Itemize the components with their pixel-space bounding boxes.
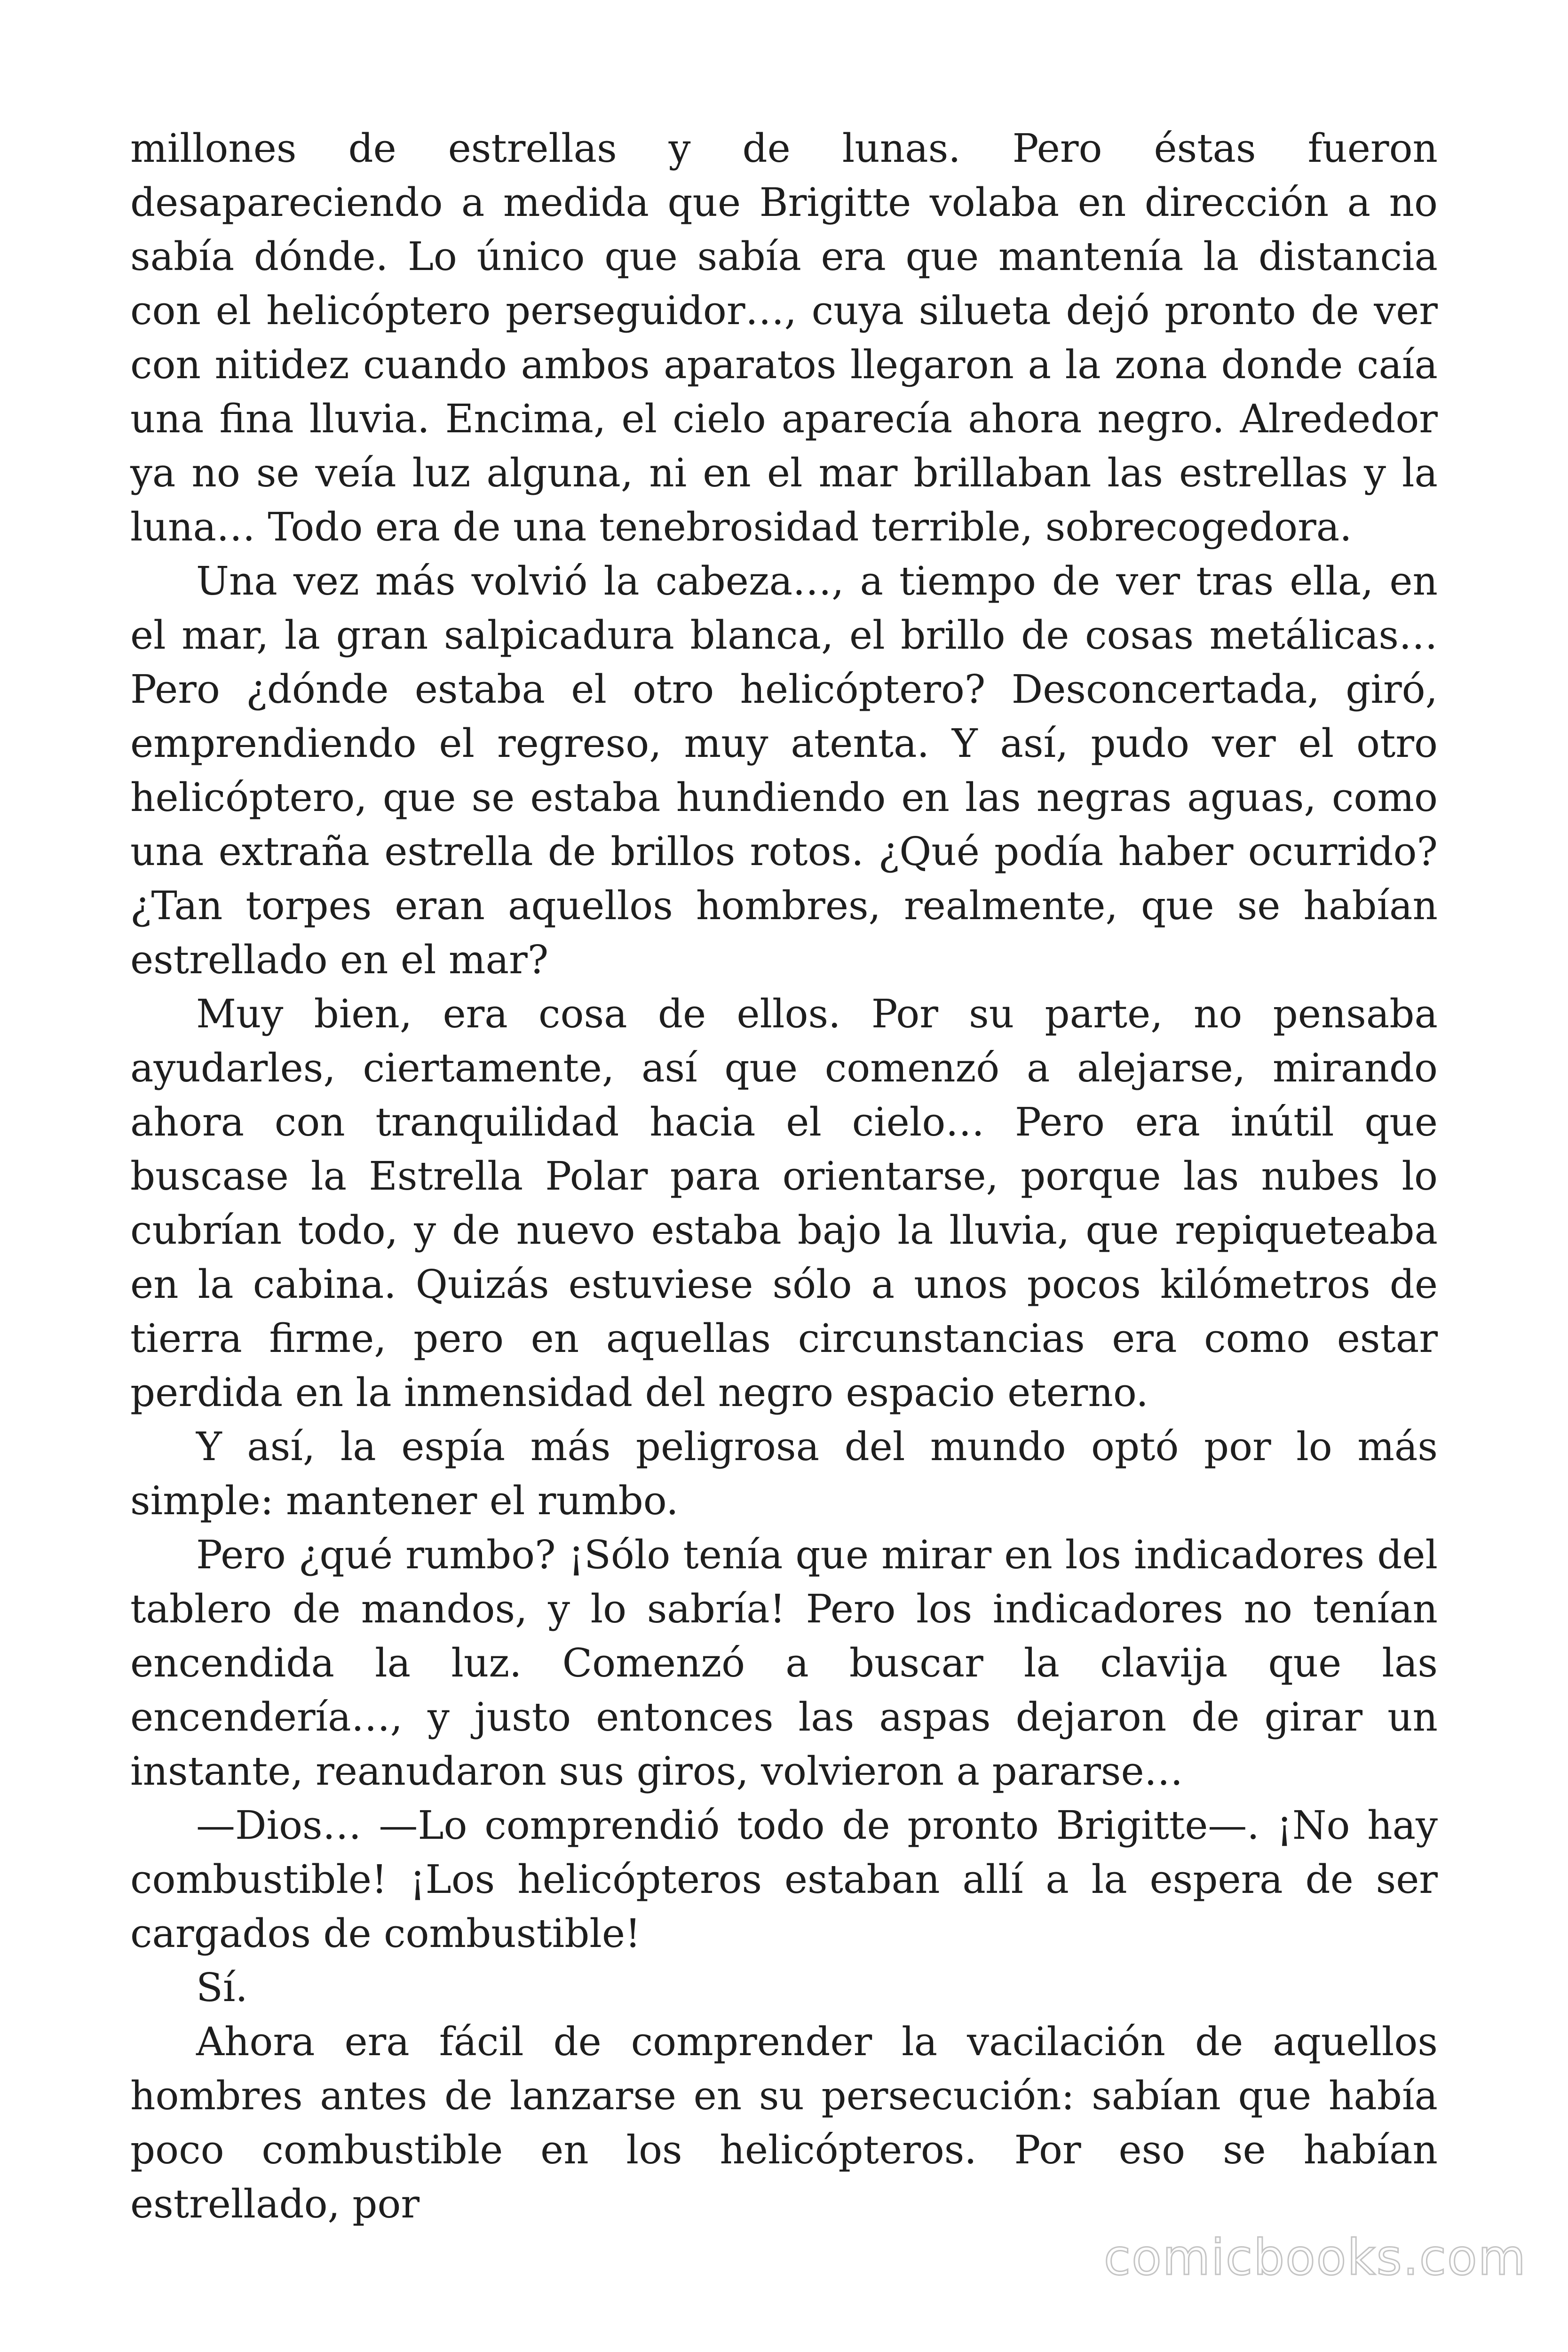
paragraph-6: —Dios… —Lo comprendió todo de pronto Brigitte—. ¡No hay combustible! ¡Los helicópteros estaban allí a la espera de ser cargados de combustible!	[130, 1803, 1438, 1956]
watermark: comicbooks.com	[1103, 2229, 1527, 2286]
paragraph-2: Una vez más volvió la cabeza…, a tiempo de ver tras ella, en el mar, la gran salpicadura blanca, el brillo de cosas metálicas… Pero ¿dónde estaba el otro helicóptero? Desconcertada, giró, emprendiendo el regreso, muy atenta. Y así, pudo ver el otro helicóptero, que se estaba hundiendo en las negras aguas, como una extraña estrella de brillos rotos. ¿Qué podía haber ocurrido? ¿Tan torpes eran aquellos hombres, realmente, que se habían estrellado en el mar?	[130, 558, 1438, 983]
paragraph-8: Ahora era fácil de comprender la vacilación de aquellos hombres antes de lanzarse en su persecución: sabían que había poco combustible en los helicópteros. Por eso se habían estrellado, por	[130, 2019, 1438, 2227]
page-text	[130, 121, 1438, 2231]
paragraph-4: Y así, la espía más peligrosa del mundo optó por lo más simple: mantener el rumbo.	[130, 1424, 1438, 1524]
paragraph-7: Sí.	[196, 1965, 248, 2010]
paragraph-5: Pero ¿qué rumbo? ¡Sólo tenía que mirar en los indicadores del tablero de mandos, y lo sabría! Pero los indicadores no tenían encendida la luz. Comenzó a buscar la clavija que las encendería…, y justo entonces las aspas dejaron de girar un instante, reanudaron sus giros, volvieron a pararse…	[130, 1532, 1438, 1794]
paragraph-1: millones de estrellas y de lunas. Pero éstas fueron desapareciendo a medida que Brigitte volaba en dirección a no sabía dónde. Lo único que sabía era que mantenía la distancia con el helicóptero perseguidor…, cuya silueta dejó pronto de ver con nitidez cuando ambos aparatos llegaron a la zona donde caía una fina lluvia. Encima, el cielo aparecía ahora negro. Alrededor ya no se veía luz alguna, ni en el mar brillaban las estrellas y la luna… Todo era de una tenebrosidad terrible, sobrecogedora.	[130, 126, 1438, 550]
paragraph-3: Muy bien, era cosa de ellos. Por su parte, no pensaba ayudarles, ciertamente, así que comenzó a alejarse, mirando ahora con tranquilidad hacia el cielo… Pero era inútil que buscase la Estrella Polar para orientarse, porque las nubes lo cubrían todo, y de nuevo estaba bajo la lluvia, que repiqueteaba en la cabina. Quizás estuviese sólo a unos pocos kilómetros de tierra firme, pero en aquellas circunstancias era como estar perdida en la inmensidad del negro espacio eterno.	[130, 991, 1438, 1415]
